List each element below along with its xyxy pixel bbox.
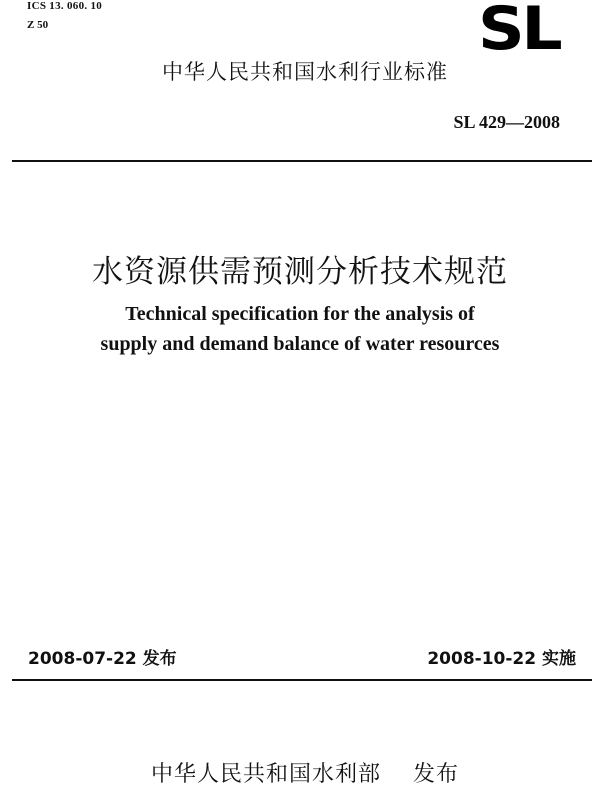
- industry-standard-heading: 中华人民共和国水利行业标准: [162, 60, 448, 84]
- chinese-title: 水资源供需预测分析技术规范: [92, 254, 508, 290]
- standard-number: SL 429—2008: [453, 112, 560, 132]
- english-title-line-2: supply and demand balance of water resources: [100, 333, 500, 355]
- ics-code: ICS 13. 060. 10: [27, 0, 103, 12]
- implementation-date: 2008-10-22 实施: [427, 649, 576, 669]
- classification-code: Z 50: [27, 19, 49, 31]
- bottom-divider: [12, 679, 592, 681]
- top-divider: [12, 160, 592, 162]
- sl-logo: SL: [478, 0, 560, 64]
- publisher: 中华人民共和国水利部 发布: [151, 762, 459, 787]
- english-title-line-1: Technical specification for the analysis of: [125, 303, 475, 325]
- issue-date: 2008-07-22 发布: [28, 649, 177, 669]
